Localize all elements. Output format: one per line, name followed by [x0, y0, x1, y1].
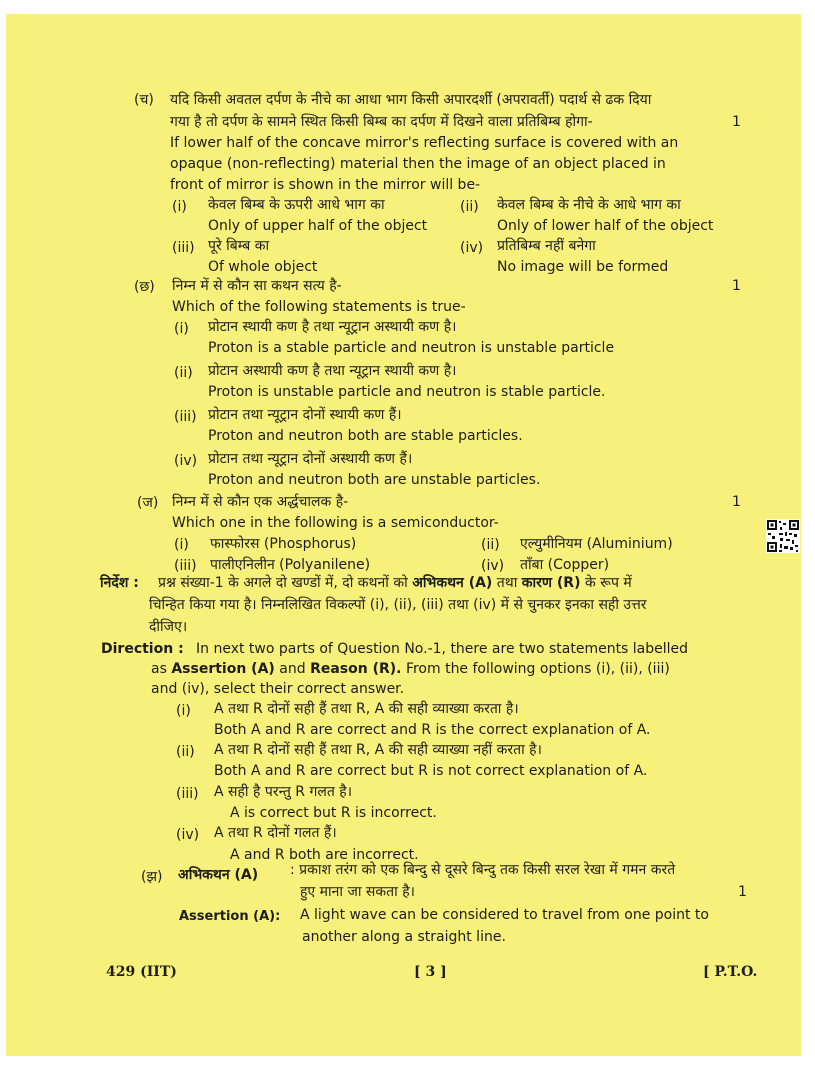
q-jha-label: (झ) [141, 869, 163, 885]
page-edge-top [0, 0, 815, 14]
direction-option-hindi: A तथा R दोनों गलत हैं। [214, 825, 337, 841]
q-ch-marks: 1 [732, 114, 741, 130]
page-edge-left [0, 0, 6, 1074]
q-ch-option-num: (i) [172, 199, 187, 215]
nirdesh-line-1: प्रश्न संख्या-1 के अगले दो खण्डों में, दो कथनों को अभिकथन (A) तथा कारण (R) के रूप में [158, 575, 632, 591]
direction-option-english: A is correct but R is incorrect. [230, 805, 437, 821]
q-chh-option-english: Proton is a stable particle and neutron is unstable particle [208, 340, 615, 356]
direction-option-num: (iii) [176, 786, 199, 802]
direction-label: Direction : [101, 641, 184, 657]
q-jha-english-line-2: another along a straight line. [302, 929, 506, 945]
direction-option-hindi: A तथा R दोनों सही हैं तथा R, A की सही व्याख्या नहीं करता है। [214, 742, 542, 758]
q-ch-english-line-3: front of mirror is shown in the mirror will be- [170, 177, 481, 193]
q-jha-hindi-line-2: हुए माना जा सकता है। [300, 884, 415, 900]
q-jha-english-line-1: A light wave can be considered to travel from one point to [300, 907, 709, 923]
nirdesh-line-2: चिन्हित किया गया है। निम्नलिखित विकल्पों (i), (ii), (iii) तथा (iv) में से चुनकर इनका सही उत्तर [149, 597, 647, 613]
q-ja-option-num: (i) [174, 537, 189, 553]
direction-option-hindi: A तथा R दोनों सही हैं तथा R, A की सही व्याख्या करता है। [214, 701, 519, 717]
paper-code: 429 (IIT) [106, 964, 177, 980]
direction-option-hindi: A सही है परन्तु R गलत है। [214, 784, 353, 800]
page-edge-bottom [0, 1056, 815, 1074]
q-chh-option-hindi: प्रोटान तथा न्यूट्रान दोनों स्थायी कण हैं। [208, 407, 402, 423]
q-ch-option-hindi: पूरे बिम्ब का [208, 238, 270, 254]
q-jha-english-label: Assertion (A): [179, 909, 281, 924]
q-ch-label: (च) [134, 92, 154, 108]
q-ja-marks: 1 [732, 494, 741, 510]
q-ch-option-english: Only of upper half of the object [208, 218, 428, 234]
page-number: [ 3 ] [414, 964, 447, 980]
q-chh-option-num: (ii) [174, 365, 193, 381]
q-jha-marks: 1 [738, 884, 747, 900]
page-edge-right [801, 0, 815, 1074]
q-chh-marks: 1 [732, 278, 741, 294]
q-chh-option-hindi: प्रोटान स्थायी कण है तथा न्यूट्रान अस्थायी कण है। [208, 319, 457, 335]
q-chh-option-hindi: प्रोटान तथा न्यूट्रान दोनों अस्थायी कण हैं। [208, 451, 413, 467]
q-ch-option-num: (ii) [460, 199, 479, 215]
q-ch-option-hindi: केवल बिम्ब के नीचे के आधे भाग का [497, 197, 681, 213]
q-chh-label: (छ) [134, 279, 155, 295]
q-ja-option-text: एल्युमीनियम (Aluminium) [520, 536, 673, 552]
q-ja-option-num: (iv) [481, 558, 505, 574]
q-ja-english: Which one in the following is a semiconductor- [172, 515, 499, 531]
q-chh-option-english: Proton and neutron both are stable particles. [208, 428, 523, 444]
direction-line-1: In next two parts of Question No.-1, there are two statements labelled [196, 641, 689, 657]
direction-option-num: (i) [176, 703, 191, 719]
q-ch-option-hindi: केवल बिम्ब के ऊपरी आधे भाग का [208, 197, 385, 213]
q-ja-option-text: फास्फोरस (Phosphorus) [210, 536, 357, 552]
q-ch-option-english: No image will be formed [497, 259, 669, 275]
q-ch-english-line-2: opaque (non-reflecting) material then the image of an object placed in [170, 156, 666, 172]
nirdesh-label: निर्देश : [100, 575, 139, 591]
q-ja-hindi: निम्न में से कौन एक अर्द्धचालक है- [172, 494, 349, 510]
q-chh-option-english: Proton is unstable particle and neutron is stable particle. [208, 384, 606, 400]
q-chh-option-english: Proton and neutron both are unstable particles. [208, 472, 541, 488]
q-ja-option-text: ताँबा (Copper) [520, 557, 610, 573]
direction-option-num: (iv) [176, 827, 200, 843]
direction-line-2: as Assertion (A) and Reason (R). From the following options (i), (ii), (iii) [151, 661, 670, 677]
q-chh-hindi: निम्न में से कौन सा कथन सत्य है- [172, 278, 342, 294]
direction-option-english: Both A and R are correct but R is not correct explanation of A. [214, 763, 648, 779]
q-ch-english-line-1: If lower half of the concave mirror's reflecting surface is covered with an [170, 135, 679, 151]
q-ch-option-num: (iii) [172, 240, 195, 256]
q-ch-option-hindi: प्रतिबिम्ब नहीं बनेगा [497, 238, 596, 254]
qr-code [766, 519, 800, 553]
nirdesh-line-3: दीजिए। [149, 619, 188, 635]
direction-line-3: and (iv), select their correct answer. [151, 681, 405, 697]
q-ja-option-text: पालीएनिलीन (Polyanilene) [210, 557, 371, 573]
q-jha-hindi-line-1: : प्रकाश तरंग को एक बिन्दु से दूसरे बिन्दु तक किसी सरल रेखा में गमन करते [290, 862, 676, 878]
q-ja-label: (ज) [137, 495, 159, 511]
q-ch-hindi-line-1: यदि किसी अवतल दर्पण के नीचे का आधा भाग किसी अपारदर्शी (अपरावर्ती) पदार्थ से ढक दिया [170, 92, 652, 108]
q-ch-option-english: Of whole object [208, 259, 318, 275]
q-ja-option-num: (ii) [481, 537, 500, 553]
q-ja-option-num: (iii) [174, 558, 197, 574]
pto-label: [ P.T.O. [703, 964, 758, 980]
q-chh-english: Which of the following statements is true- [172, 299, 466, 315]
q-jha-hindi-label: अभिकथन (A) [178, 867, 259, 883]
direction-option-num: (ii) [176, 744, 195, 760]
q-chh-option-num: (iv) [174, 453, 198, 469]
q-ch-option-english: Only of lower half of the object [497, 218, 714, 234]
q-chh-option-hindi: प्रोटान अस्थायी कण है तथा न्यूट्रान स्थायी कण है। [208, 363, 457, 379]
q-ch-hindi-line-2: गया है तो दर्पण के सामने स्थित किसी बिम्ब का दर्पण में दिखने वाला प्रतिबिम्ब होगा- [170, 114, 593, 130]
direction-option-english: Both A and R are correct and R is the correct explanation of A. [214, 722, 651, 738]
q-chh-option-num: (i) [174, 321, 189, 337]
direction-option-english: A and R both are incorrect. [230, 847, 419, 863]
q-chh-option-num: (iii) [174, 409, 197, 425]
q-ch-option-num: (iv) [460, 240, 484, 256]
